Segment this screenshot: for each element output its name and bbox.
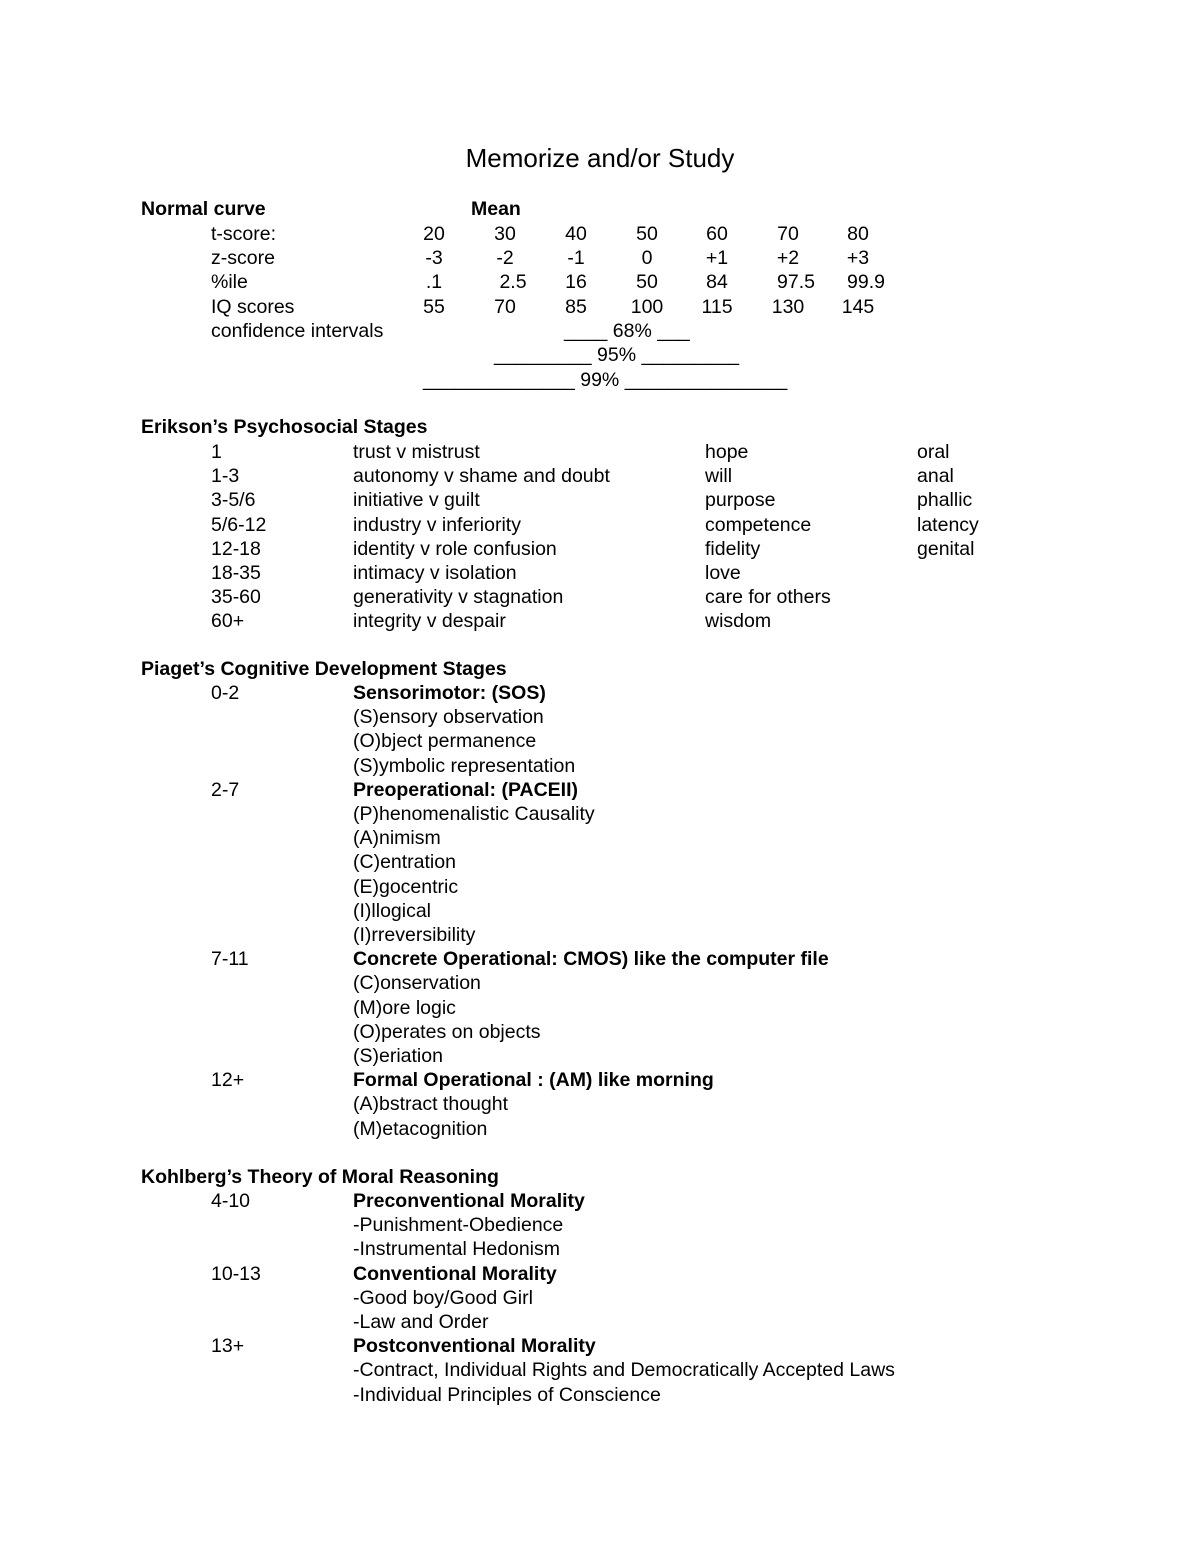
- piaget-stage-item: (A)nimism: [353, 827, 441, 850]
- piaget-stage-age: 0-2: [211, 682, 240, 704]
- normal-curve-cell: .1: [425, 271, 443, 294]
- ci-95: _________ 95% _________: [494, 344, 740, 366]
- piaget-stage-item: (O)bject permanence: [353, 730, 537, 753]
- erikson-stage: generativity v stagnation: [353, 586, 564, 609]
- erikson-stage: identity v role confusion: [353, 537, 557, 560]
- piaget-stage-item: (I)rreversibility: [353, 924, 476, 946]
- erikson-stage: integrity v despair: [353, 610, 506, 633]
- normal-curve-cell: -1: [567, 247, 585, 270]
- normal-curve-cell: 80: [847, 223, 869, 245]
- erikson-freud-stage: oral: [917, 441, 950, 463]
- piaget-stage-item: (M)ore logic: [353, 996, 456, 1019]
- mean-label: Mean: [471, 198, 521, 220]
- erikson-virtue: care for others: [705, 586, 831, 609]
- erikson-age: 1-3: [211, 465, 240, 488]
- piaget-stage-item: (A)bstract thought: [353, 1093, 508, 1116]
- erikson-age: 12-18: [211, 537, 261, 560]
- kohlberg-stage-name: Conventional Morality: [353, 1262, 557, 1285]
- normal-curve-cell: 20: [423, 223, 445, 245]
- kohlberg-heading: Kohlberg’s Theory of Moral Reasoning: [141, 1166, 499, 1188]
- erikson-freud-stage: latency: [917, 513, 979, 536]
- piaget-stage-age: 12+: [211, 1069, 245, 1092]
- kohlberg-stage-age: 10-13: [211, 1262, 261, 1285]
- normal-curve-cell: +1: [705, 247, 729, 270]
- normal-curve-cell: 100: [630, 295, 664, 318]
- erikson-age: 18-35: [211, 562, 261, 584]
- ci-68: ____ 68% ___: [564, 320, 690, 342]
- erikson-age: 3-5/6: [211, 489, 256, 512]
- piaget-stage-item: (C)onservation: [353, 972, 481, 995]
- erikson-freud-stage: phallic: [917, 489, 973, 512]
- normal-curve-cell: 145: [841, 295, 875, 318]
- piaget-stage-item: (O)perates on objects: [353, 1020, 541, 1043]
- page-title: Memorize and/or Study: [465, 143, 735, 173]
- erikson-age: 35-60: [211, 586, 261, 609]
- normal-curve-cell: 99.9: [847, 271, 885, 294]
- normal-curve-row-label: IQ scores: [211, 295, 295, 318]
- normal-curve-cell: 97.5: [777, 271, 815, 294]
- piaget-stage-item: (I)llogical: [353, 899, 432, 922]
- erikson-freud-stage: anal: [917, 465, 954, 488]
- normal-curve-cell: 85: [565, 295, 587, 318]
- kohlberg-stage-item: -Contract, Individual Rights and Democratically Accepted Laws: [353, 1359, 895, 1382]
- kohlberg-stage-item: -Individual Principles of Conscience: [353, 1383, 661, 1406]
- piaget-heading: Piaget’s Cognitive Development Stages: [141, 658, 507, 680]
- erikson-virtue: competence: [705, 513, 812, 536]
- normal-curve-cell: +3: [846, 247, 870, 270]
- normal-curve-cell: 30: [494, 223, 516, 245]
- kohlberg-stage-name: Postconventional Morality: [353, 1335, 596, 1358]
- erikson-virtue: love: [705, 562, 741, 584]
- piaget-stage-item: (P)henomenalistic Causality: [353, 803, 595, 825]
- normal-curve-cell: 0: [641, 247, 653, 270]
- normal-curve-cell: 40: [565, 223, 587, 245]
- ci-99: ______________ 99% _______________: [423, 369, 788, 391]
- normal-curve-cell: 16: [565, 271, 587, 294]
- erikson-age: 5/6-12: [211, 513, 267, 536]
- piaget-stage-item: (C)entration: [353, 851, 456, 874]
- erikson-stage: initiative v guilt: [353, 489, 480, 512]
- piaget-stage-age: 2-7: [211, 778, 240, 801]
- normal-curve-cell: 50: [636, 223, 658, 245]
- piaget-stage-name: Formal Operational : (AM) like morning: [353, 1069, 714, 1092]
- erikson-stage: intimacy v isolation: [353, 562, 517, 584]
- normal-curve-cell: 115: [701, 295, 733, 318]
- normal-curve-cell: 2.5: [499, 271, 527, 294]
- normal-curve-row-label: z-score: [211, 247, 275, 270]
- erikson-age: 1: [211, 441, 222, 463]
- piaget-stage-item: (S)eriation: [353, 1045, 443, 1067]
- erikson-stage: autonomy v shame and doubt: [353, 465, 610, 488]
- erikson-stage: industry v inferiority: [353, 513, 521, 536]
- ci-label: confidence intervals: [211, 320, 384, 342]
- normal-curve-cell: 55: [423, 295, 445, 318]
- normal-curve-cell: -2: [496, 247, 514, 270]
- normal-curve-row-label: %ile: [211, 271, 248, 294]
- piaget-stage-name: Concrete Operational: CMOS) like the computer file: [353, 948, 829, 971]
- piaget-stage-name: Sensorimotor: (SOS): [353, 682, 546, 704]
- normal-curve-cell: 130: [771, 295, 805, 318]
- normal-curve-cell: 60: [706, 223, 728, 245]
- kohlberg-stage-age: 13+: [211, 1335, 245, 1358]
- normal-curve-cell: +2: [776, 247, 800, 270]
- normal-curve-cell: 50: [636, 271, 658, 294]
- piaget-stage-age: 7-11: [211, 948, 249, 971]
- kohlberg-stage-name: Preconventional Morality: [353, 1190, 585, 1212]
- erikson-age: 60+: [211, 610, 245, 633]
- erikson-virtue: will: [705, 465, 733, 488]
- kohlberg-stage-item: -Punishment-Obedience: [353, 1214, 564, 1237]
- erikson-heading: Erikson’s Psychosocial Stages: [141, 416, 428, 438]
- erikson-virtue: fidelity: [705, 537, 761, 560]
- normal-curve-cell: -3: [425, 247, 443, 270]
- normal-curve-cell: 70: [777, 223, 799, 245]
- piaget-stage-item: (M)etacognition: [353, 1117, 488, 1140]
- normal-curve-cell: 70: [494, 295, 516, 318]
- kohlberg-stage-age: 4-10: [211, 1190, 251, 1212]
- erikson-virtue: hope: [705, 441, 749, 463]
- piaget-stage-item: (S)ymbolic representation: [353, 754, 576, 777]
- piaget-stage-item: (E)gocentric: [353, 875, 459, 898]
- piaget-stage-item: (S)ensory observation: [353, 706, 544, 729]
- normal-curve-cell: 84: [706, 271, 728, 294]
- erikson-stage: trust v mistrust: [353, 441, 480, 463]
- normal-curve-heading: Normal curve: [141, 198, 266, 220]
- kohlberg-stage-item: -Law and Order: [353, 1311, 489, 1333]
- normal-curve-row-label: t-score:: [211, 223, 277, 245]
- kohlberg-stage-item: -Instrumental Hedonism: [353, 1238, 560, 1261]
- kohlberg-stage-item: -Good boy/Good Girl: [353, 1286, 533, 1309]
- erikson-virtue: wisdom: [705, 610, 772, 633]
- piaget-stage-name: Preoperational: (PACEII): [353, 778, 579, 801]
- erikson-virtue: purpose: [705, 489, 776, 512]
- erikson-freud-stage: genital: [917, 537, 975, 560]
